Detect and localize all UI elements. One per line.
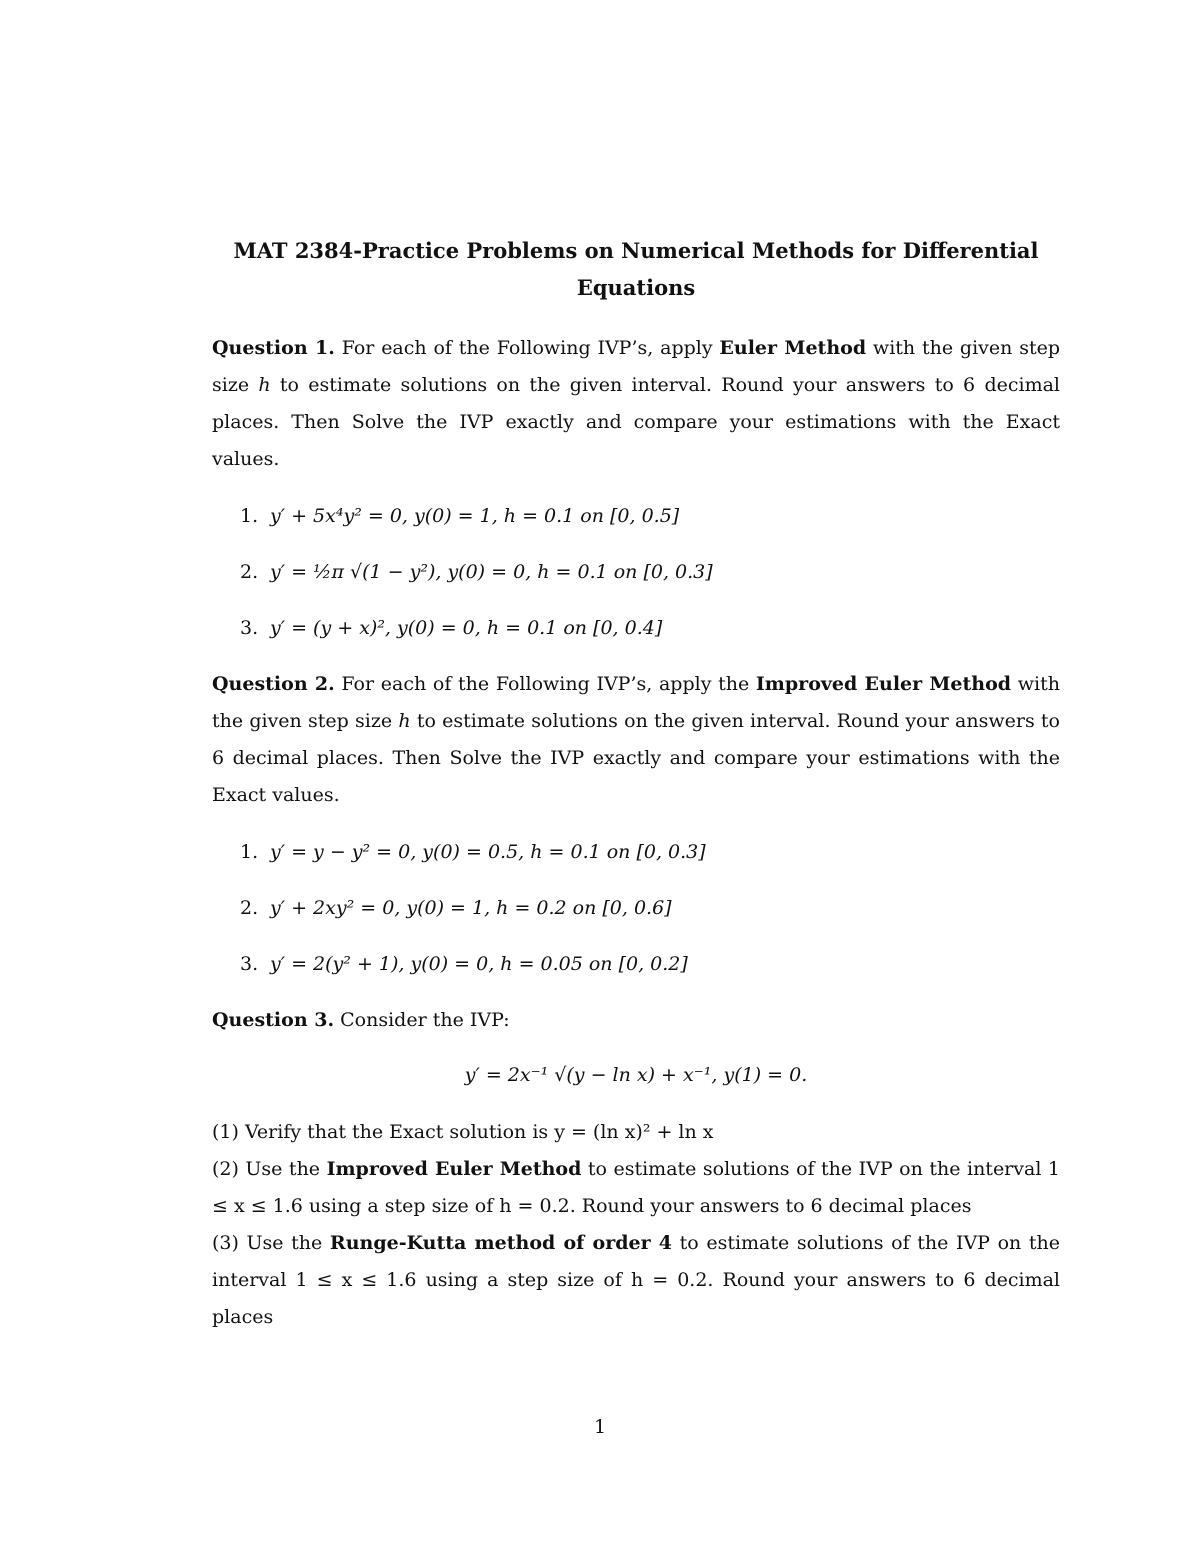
question-1-intro: Question 1. For each of the Following IVP’s, apply Euler Method with the given step size h to estimate solutions on the given interval. Round your answers to 6 decimal places. Then Solve the IVP exactly and compare your estimations with the Exact values.	[212, 337, 1060, 470]
title-line-1: MAT 2384-Practice Problems on Numerical Methods for Differential	[233, 238, 1039, 263]
title-line-2: Equations	[576, 275, 696, 300]
question-3-part-1: (1) Verify that the Exact solution is y = (ln x)² + ln x	[212, 1121, 714, 1143]
question-3-part-3: (3) Use the Runge-Kutta method of order 4 to estimate solutions of the IVP on the interval 1 ≤ x ≤ 1.6 using a step size of h = 0.2. Round your answers to 6 decimal places	[212, 1232, 1061, 1328]
question-2-heading: Question 2.	[212, 673, 335, 695]
list-item: 2. y′ = ½π √(1 − y²), y(0) = 0, h = 0.1 on [0, 0.3]	[240, 561, 713, 583]
list-item: 1. y′ + 5x⁴y² = 0, y(0) = 1, h = 0.1 on [0, 0.5]	[240, 505, 680, 527]
list-item: 3. y′ = 2(y² + 1), y(0) = 0, h = 0.05 on [0, 0.2]	[240, 953, 688, 975]
document-page	[212, 232, 1060, 1336]
ivp-equation: y′ = 2x⁻¹ √(y − ln x) + x⁻¹, y(1) = 0.	[464, 1064, 808, 1086]
question-3-heading: Question 3.	[212, 1009, 335, 1031]
euler-method-term: Euler Method	[719, 337, 867, 359]
page-number: 1	[593, 1416, 607, 1438]
improved-euler-term: Improved Euler Method	[326, 1158, 582, 1180]
list-item: 2. y′ + 2xy² = 0, y(0) = 1, h = 0.2 on [0, 0.6]	[240, 897, 672, 919]
document-title	[212, 232, 1060, 306]
runge-kutta-term: Runge-Kutta method of order 4	[329, 1232, 673, 1254]
question-3-part-2: (2) Use the Improved Euler Method to estimate solutions of the IVP on the interval 1 ≤ x ≤ 1.6 using a step size of h = 0.2. Round your answers to 6 decimal places	[212, 1158, 1061, 1217]
question-2-list	[212, 834, 1060, 983]
list-item: 3. y′ = (y + x)², y(0) = 0, h = 0.1 on [0, 0.4]	[240, 617, 663, 639]
improved-euler-term: Improved Euler Method	[755, 673, 1012, 695]
question-2-intro: Question 2. For each of the Following IVP’s, apply the Improved Euler Method with the given step size h to estimate solutions on the given interval. Round your answers to 6 decimal places. Then Solve the IVP exactly and compare your estimations with the Exact values.	[212, 673, 1060, 806]
question-3-intro: Question 3. Consider the IVP:	[212, 1009, 510, 1031]
question-1-heading: Question 1.	[212, 337, 335, 359]
question-1-list	[212, 498, 1060, 647]
list-item: 1. y′ = y − y² = 0, y(0) = 0.5, h = 0.1 on [0, 0.3]	[240, 841, 706, 863]
